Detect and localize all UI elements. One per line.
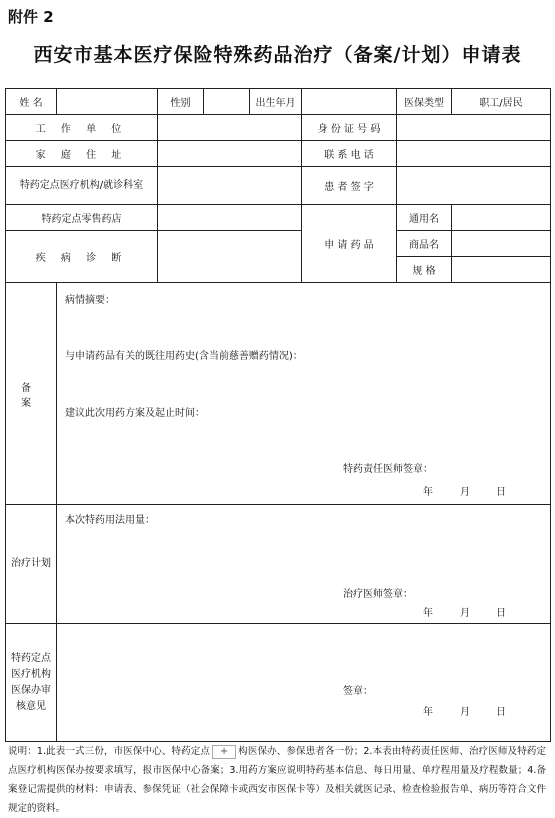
birth-field[interactable]: [302, 89, 397, 115]
insurance-type-label: 医保类型: [397, 89, 452, 115]
row-review: [6, 624, 551, 742]
instructions-note: [8, 742, 546, 818]
generic-name-field[interactable]: [452, 205, 551, 231]
address-label: 家 庭 住 址: [6, 141, 158, 167]
id-number-field[interactable]: [397, 115, 551, 141]
note-part1: 说明：1.此表一式三份，市医保中心、特药定点: [8, 746, 211, 757]
id-number-label: 身 份 证 号 码: [302, 115, 397, 141]
applied-drug-label: 申 请 药 品: [302, 205, 397, 283]
responsible-doctor-sign-label: 特药责任医师签章：: [343, 464, 433, 475]
filing-content[interactable]: [57, 283, 551, 505]
patient-sign-field[interactable]: [397, 167, 551, 205]
form-title: 西安市基本医疗保险特殊药品治疗（备案/计划）申请表: [33, 44, 522, 66]
name-label: 姓 名: [6, 89, 57, 115]
row-filing: [6, 283, 551, 505]
diagnosis-label: 疾 病 诊 断: [6, 231, 158, 283]
treatment-plan-label: 治疗计划: [6, 505, 57, 624]
note-part2: 构医保办、参保患者各一份；2.本表由特药责任医师、治疗医师及特药定点医疗机构医保办按要求填写，报市医保中心备案；3.用药方案应说明特药基本信息、每日用量、单疗程用量及疗程数量；4.备案登记需提供的材料：申请表、参保凭证（社会保障卡或西安市医保卡等）及相关就医记录、检查检验报告单、病历等符合文件规定的资料。: [8, 746, 546, 814]
filing-date-day: 日: [496, 487, 506, 498]
proposed-plan-label: 建议此次用药方案及起止时间：: [65, 408, 205, 419]
row-employer: [6, 115, 551, 141]
name-field[interactable]: [57, 89, 158, 115]
review-opinion-label: 特药定点医疗机构医保办审核意见: [6, 624, 57, 742]
gender-field[interactable]: [204, 89, 250, 115]
review-date-day: 日: [496, 707, 506, 718]
insurance-type-value[interactable]: 职工/居民: [452, 89, 551, 115]
address-field[interactable]: [158, 141, 302, 167]
brand-name-label: 商品名: [397, 231, 452, 257]
patient-sign-label: 患 者 签 字: [302, 167, 397, 205]
pharmacy-field[interactable]: [158, 205, 302, 231]
treatment-date-day: 日: [496, 608, 506, 619]
row-diagnosis: [6, 231, 551, 257]
row-treatment: [6, 505, 551, 624]
add-cell-button[interactable]: +: [212, 745, 236, 759]
employer-label: 工 作 单 位: [6, 115, 158, 141]
employer-field[interactable]: [158, 115, 302, 141]
review-content[interactable]: [57, 624, 551, 742]
treatment-date-year: 年: [423, 608, 433, 619]
treating-doctor-sign-label: 治疗医师签章：: [343, 589, 413, 600]
attachment-label: 附件 2: [8, 8, 54, 26]
case-summary-label: 病情摘要：: [65, 295, 115, 306]
review-date-year: 年: [423, 707, 433, 718]
filing-label: 备 案: [6, 283, 57, 505]
generic-name-label: 通用名: [397, 205, 452, 231]
brand-name-field[interactable]: [452, 231, 551, 257]
institution-label: 特药定点医疗机构/就诊科室: [6, 167, 158, 205]
institution-field[interactable]: [158, 167, 302, 205]
row-institution: [6, 167, 551, 205]
treatment-content[interactable]: [57, 505, 551, 624]
phone-field[interactable]: [397, 141, 551, 167]
review-sign-label: 签章：: [343, 686, 373, 697]
row-address: [6, 141, 551, 167]
spec-label: 规 格: [397, 257, 452, 283]
dosage-label: 本次特药用法用量：: [65, 515, 155, 526]
row-pharmacy: [6, 205, 551, 231]
birth-label: 出生年月: [250, 89, 302, 115]
review-date-month: 月: [460, 707, 470, 718]
phone-label: 联 系 电 话: [302, 141, 397, 167]
pharmacy-label: 特药定点零售药店: [6, 205, 158, 231]
treatment-date-month: 月: [460, 608, 470, 619]
application-form-table: [5, 88, 551, 742]
row-basic-info: [6, 89, 551, 115]
spec-field[interactable]: [452, 257, 551, 283]
filing-date-year: 年: [423, 487, 433, 498]
drug-history-label: 与申请药品有关的既往用药史(含当前慈善赠药情况)：: [65, 351, 303, 362]
filing-date-month: 月: [460, 487, 470, 498]
diagnosis-field[interactable]: [158, 231, 302, 283]
gender-label: 性别: [158, 89, 204, 115]
